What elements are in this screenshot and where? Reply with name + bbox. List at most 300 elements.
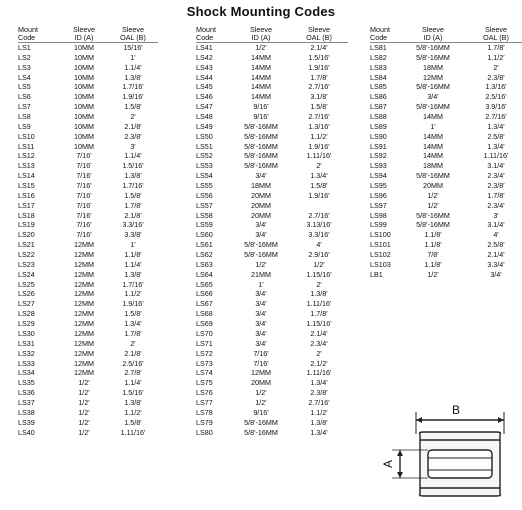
mount-code-cell: LS99 — [370, 220, 387, 230]
sleeve-id-cell: 10MM — [74, 131, 94, 141]
table-row — [18, 112, 158, 122]
sleeve-id-cell: 5/8'-16MM — [244, 250, 278, 260]
sleeve-oal-cell: 1.1/4' — [124, 62, 142, 72]
sleeve-oal-cell: 1.5/8' — [310, 181, 328, 191]
sleeve-oal-cell: 2.5/8' — [487, 131, 505, 141]
mount-code-cell: LS27 — [18, 299, 35, 309]
sleeve-oal-cell: 1.7/8' — [310, 309, 328, 319]
sleeve-id-cell: 20MM — [251, 378, 271, 388]
table-row — [18, 102, 158, 112]
table-row — [196, 270, 348, 280]
table-row — [370, 171, 522, 181]
sleeve-oal-cell: 1.3/8' — [310, 417, 328, 427]
sleeve-id-cell: 14MM — [251, 72, 271, 82]
mount-code-cell: LS4 — [18, 72, 31, 82]
sleeve-oal-cell: 3/4' — [490, 269, 502, 279]
table-row — [18, 191, 158, 201]
sleeve-id-cell: 1.1/8' — [424, 230, 442, 240]
mount-code-cell: LS72 — [196, 348, 213, 358]
sleeve-id-cell: 10MM — [74, 43, 94, 52]
mount-code-cell: LS8 — [18, 112, 31, 122]
sleeve-id-cell: 1.1/8' — [424, 240, 442, 250]
table-row — [18, 240, 158, 250]
sleeve-oal-cell: 4' — [493, 230, 499, 240]
sleeve-id-cell: 3/4' — [255, 299, 267, 309]
table-row — [196, 181, 348, 191]
table-row — [18, 171, 158, 181]
arrow-right-icon — [498, 417, 504, 423]
mount-code-cell: LS55 — [196, 181, 213, 191]
mount-code-cell: LS12 — [18, 151, 35, 161]
sleeve-id-cell: 14MM — [251, 92, 271, 102]
mount-code-cell: LS18 — [18, 210, 35, 220]
sleeve-oal-cell: 2.7/16' — [485, 112, 507, 122]
mount-code-cell: LS59 — [196, 220, 213, 230]
sleeve-id-cell: 21MM — [251, 269, 271, 279]
table-header — [196, 26, 348, 43]
sleeve-id-cell: 7/16' — [76, 161, 92, 171]
mount-code-cell: LS14 — [18, 171, 35, 181]
table-row — [196, 408, 348, 418]
table-row — [370, 82, 522, 92]
header-sleeve-id: Sleeve ID (A) — [250, 25, 272, 43]
sleeve-id-cell: 1/2' — [255, 397, 267, 407]
mount-code-cell: LS32 — [18, 348, 35, 358]
table-row — [370, 201, 522, 211]
table-row — [18, 220, 158, 230]
sleeve-oal-cell: 1.9/16' — [122, 299, 144, 309]
sleeve-oal-cell: 1.9/16' — [308, 141, 330, 151]
mount-code-cell: LS48 — [196, 112, 213, 122]
sleeve-id-cell: 5/8'-16MM — [416, 102, 450, 112]
table-row — [18, 368, 158, 378]
sleeve-oal-cell: 2.3/4' — [487, 171, 505, 181]
mount-code-cell: LS92 — [370, 151, 387, 161]
sleeve-oal-cell: 1.7/16' — [122, 82, 144, 92]
sleeve-id-cell: 5/8'-16MM — [244, 131, 278, 141]
table-row — [18, 201, 158, 211]
sleeve-id-cell: 3/4' — [255, 319, 267, 329]
sleeve-oal-cell: 1.1/4' — [124, 378, 142, 388]
sleeve-id-cell: 5/8'-16MM — [244, 427, 278, 437]
mount-code-cell: LS69 — [196, 319, 213, 329]
sleeve-oal-cell: 1.7/8' — [124, 328, 142, 338]
sleeve-id-cell: 5/8'-16MM — [244, 121, 278, 131]
mount-code-cell: LS15 — [18, 181, 35, 191]
mount-code-cell: LS42 — [196, 52, 213, 62]
table-row — [196, 63, 348, 73]
table-row — [370, 43, 522, 53]
table-row — [18, 270, 158, 280]
sleeve-oal-cell: 1.3/8' — [124, 269, 142, 279]
table-row — [196, 309, 348, 319]
table-row — [196, 53, 348, 63]
table-row — [196, 359, 348, 369]
sleeve-oal-cell: 2.7/16' — [308, 397, 330, 407]
sleeve-id-cell: 12MM — [74, 319, 94, 329]
sleeve-id-cell: 9/16' — [253, 407, 269, 417]
sleeve-oal-cell: 1.7/16' — [122, 181, 144, 191]
sleeve-oal-cell: 2.1/8' — [124, 210, 142, 220]
sleeve-id-cell: 10MM — [74, 82, 94, 92]
mount-code-cell: LS10 — [18, 131, 35, 141]
sleeve-id-cell: 1/2' — [78, 407, 90, 417]
mount-code-cell: LS63 — [196, 259, 213, 269]
mount-code-cell: LS75 — [196, 378, 213, 388]
sleeve-id-cell: 3/4' — [255, 328, 267, 338]
sleeve-id-cell: 12MM — [74, 348, 94, 358]
sleeve-oal-cell: 1.3/4' — [487, 141, 505, 151]
mount-code-cell: LS22 — [18, 250, 35, 260]
sleeve-id-cell: 3/4' — [427, 92, 439, 102]
sleeve-oal-cell: 1.3/8' — [310, 289, 328, 299]
mount-code-cell: LS25 — [18, 279, 35, 289]
table-row — [196, 161, 348, 171]
sleeve-id-cell: 14MM — [423, 141, 443, 151]
sleeve-oal-cell: 3.13/16' — [306, 220, 332, 230]
mount-code-cell: LS7 — [18, 102, 31, 112]
table-row — [370, 211, 522, 221]
table-row — [196, 368, 348, 378]
sleeve-oal-cell: 1.9/16' — [308, 190, 330, 200]
sleeve-oal-cell: 2.9/16' — [308, 250, 330, 260]
sleeve-id-cell: 20MM — [251, 210, 271, 220]
mount-code-cell: LS89 — [370, 121, 387, 131]
sleeve-oal-cell: 2.3/8' — [487, 72, 505, 82]
mount-code-cell: LS38 — [18, 407, 35, 417]
table-row — [196, 240, 348, 250]
mount-code-cell: LS77 — [196, 397, 213, 407]
label-b: B — [451, 403, 461, 417]
mount-code-cell: LS41 — [196, 43, 213, 52]
sleeve-oal-cell: 2' — [316, 279, 322, 289]
sleeve-oal-cell: 1.7/16' — [122, 279, 144, 289]
sleeve-id-cell: 5/8'-16MM — [244, 141, 278, 151]
table-row — [196, 339, 348, 349]
sleeve-oal-cell: 2.3/8' — [310, 388, 328, 398]
sleeve-oal-cell: 3' — [493, 210, 499, 220]
sleeve-oal-cell: 2' — [130, 338, 136, 348]
mount-code-cell: LS21 — [18, 240, 35, 250]
sleeve-id-cell: 10MM — [74, 52, 94, 62]
table-row — [18, 250, 158, 260]
sleeve-id-cell: 1/2' — [78, 427, 90, 437]
mount-code-cell: LS90 — [370, 131, 387, 141]
mount-code-cell: LS97 — [370, 200, 387, 210]
mount-code-cell: LS83 — [370, 62, 387, 72]
sleeve-oal-cell: 3.3/16' — [122, 220, 144, 230]
sleeve-oal-cell: 3.1/4' — [487, 161, 505, 171]
sleeve-oal-cell: 2' — [130, 112, 136, 122]
sleeve-id-cell: 20MM — [423, 181, 443, 191]
sleeve-oal-cell: 2.3/8' — [124, 131, 142, 141]
header-sleeve-id: Sleeve ID (A) — [73, 25, 95, 43]
mount-code-cell: LS78 — [196, 407, 213, 417]
sleeve-id-cell: 1/2' — [78, 397, 90, 407]
mount-code-cell: LS36 — [18, 388, 35, 398]
table-row — [18, 408, 158, 418]
sleeve-id-cell: 7/16' — [76, 190, 92, 200]
mount-code-cell: LS28 — [18, 309, 35, 319]
table-row — [196, 260, 348, 270]
table-row — [196, 43, 348, 53]
table-row — [18, 299, 158, 309]
mount-code-cell: LB1 — [370, 269, 383, 279]
header-sleeve-oal: Sleeve OAL (B) — [306, 25, 332, 43]
sleeve-id-cell: 7/16' — [253, 358, 269, 368]
sleeve-id-cell: 20MM — [251, 190, 271, 200]
sleeve-oal-cell: 3.3/8' — [124, 230, 142, 240]
mount-code-cell: LS35 — [18, 378, 35, 388]
table-column-3 — [370, 26, 522, 280]
sleeve-id-cell: 10MM — [74, 112, 94, 122]
mount-code-cell: LS44 — [196, 72, 213, 82]
table-row — [370, 112, 522, 122]
table-row — [196, 329, 348, 339]
sleeve-id-cell: 10MM — [74, 62, 94, 72]
table-row — [196, 82, 348, 92]
sleeve-id-cell: 1/2' — [255, 388, 267, 398]
table-row — [18, 260, 158, 270]
table-rows — [18, 43, 158, 437]
sleeve-oal-cell: 1.5/8' — [124, 102, 142, 112]
mount-code-cell: LS46 — [196, 92, 213, 102]
sleeve-oal-cell: 1.7/8' — [487, 190, 505, 200]
sleeve-oal-cell: 1.1/2' — [124, 289, 142, 299]
sleeve-oal-cell: 2' — [316, 348, 322, 358]
sleeve-id-cell: 18MM — [423, 62, 443, 72]
mount-code-cell: LS84 — [370, 72, 387, 82]
table-row — [18, 398, 158, 408]
sleeve-oal-cell: 3.9/16' — [485, 102, 507, 112]
sleeve-id-cell: 10MM — [74, 141, 94, 151]
sleeve-id-cell: 1/2' — [255, 259, 267, 269]
table-row — [196, 230, 348, 240]
sleeve-oal-cell: 1.9/16' — [122, 92, 144, 102]
table-row — [18, 181, 158, 191]
table-row — [196, 378, 348, 388]
mount-code-cell: LS62 — [196, 250, 213, 260]
sleeve-id-cell: 12MM — [74, 259, 94, 269]
table-row — [18, 349, 158, 359]
table-row — [18, 230, 158, 240]
mount-code-cell: LS93 — [370, 161, 387, 171]
mount-code-cell: LS16 — [18, 190, 35, 200]
sleeve-id-cell: 12MM — [74, 250, 94, 260]
sleeve-id-cell: 1/2' — [78, 388, 90, 398]
sleeve-oal-cell — [290, 201, 348, 211]
sleeve-id-cell: 20MM — [251, 200, 271, 210]
mount-code-cell: LS17 — [18, 200, 35, 210]
table-row — [370, 181, 522, 191]
mount-code-cell: LS3 — [18, 62, 31, 72]
mount-code-cell: LS43 — [196, 62, 213, 72]
sleeve-id-cell: 12MM — [74, 289, 94, 299]
mount-code-cell: LS52 — [196, 151, 213, 161]
sleeve-oal-cell: 1.5/8' — [124, 309, 142, 319]
sleeve-id-cell: 7/16' — [76, 200, 92, 210]
table-row — [370, 161, 522, 171]
table-row — [18, 339, 158, 349]
table-row — [370, 191, 522, 201]
sleeve-id-cell: 9/16' — [253, 112, 269, 122]
sleeve-id-cell: 1/2' — [427, 269, 439, 279]
sleeve-oal-cell: 2.3/4' — [487, 200, 505, 210]
sleeve-id-cell: 12MM — [74, 269, 94, 279]
sleeve-id-cell: 12MM — [74, 279, 94, 289]
table-row — [18, 319, 158, 329]
table-row — [370, 151, 522, 161]
mount-code-cell: LS39 — [18, 417, 35, 427]
mount-code-cell: LS45 — [196, 82, 213, 92]
sleeve-oal-cell: 2.7/8' — [124, 368, 142, 378]
sleeve-oal-cell: 1.15/16' — [306, 269, 332, 279]
mount-code-cell: LS76 — [196, 388, 213, 398]
sleeve-id-cell: 14MM — [251, 52, 271, 62]
table-row — [18, 53, 158, 63]
sleeve-oal-cell: 1.5/16' — [122, 161, 144, 171]
sleeve-id-cell: 1' — [430, 121, 436, 131]
mount-code-cell: LS88 — [370, 112, 387, 122]
mount-code-cell: LS96 — [370, 190, 387, 200]
mount-code-cell: LS29 — [18, 319, 35, 329]
table-row — [18, 289, 158, 299]
table-row — [370, 122, 522, 132]
sleeve-oal-cell: 1.1/2' — [310, 407, 328, 417]
table-row — [18, 388, 158, 398]
sleeve-oal-cell: 2' — [493, 62, 499, 72]
label-a: A — [381, 459, 395, 469]
sleeve-id-cell: 12MM — [74, 368, 94, 378]
mount-code-cell: LS73 — [196, 358, 213, 368]
mount-code-cell: LS80 — [196, 427, 213, 437]
sleeve-id-cell: 3/4' — [255, 309, 267, 319]
mount-code-cell: LS23 — [18, 259, 35, 269]
arrow-up-icon — [397, 450, 403, 456]
sleeve-oal-cell: 3.3/4' — [487, 259, 505, 269]
sleeve-oal-cell: 1/2' — [313, 259, 325, 269]
table-row — [18, 428, 158, 438]
table-row — [196, 102, 348, 112]
mount-code-cell: LS67 — [196, 299, 213, 309]
sleeve-oal-cell: 2.1/4' — [310, 43, 328, 52]
sleeve-id-cell: 7/16' — [76, 210, 92, 220]
mount-code-cell: LS51 — [196, 141, 213, 151]
mount-code-cell: LS65 — [196, 279, 213, 289]
sleeve-oal-cell: 1.7/8' — [310, 72, 328, 82]
table-column-1 — [18, 26, 158, 437]
mount-code-cell: LS86 — [370, 92, 387, 102]
mount-code-cell: LS102 — [370, 250, 391, 260]
table-row — [196, 280, 348, 290]
mount-code-cell: LS33 — [18, 358, 35, 368]
table-row — [196, 201, 348, 211]
table-row — [18, 151, 158, 161]
mount-code-cell: LS37 — [18, 397, 35, 407]
mount-code-cell: LS6 — [18, 92, 31, 102]
sleeve-oal-cell: 2.3/4' — [310, 338, 328, 348]
mount-code-cell: LS24 — [18, 269, 35, 279]
sleeve-id-cell: 12MM — [74, 358, 94, 368]
sleeve-id-cell: 18MM — [423, 161, 443, 171]
sleeve-oal-cell: 2' — [316, 161, 322, 171]
sleeve-id-cell: 5/8'-16MM — [416, 171, 450, 181]
sleeve-oal-cell: 1.1/8' — [124, 250, 142, 260]
mount-code-cell: LS64 — [196, 269, 213, 279]
table-row — [196, 418, 348, 428]
mount-code-cell: LS66 — [196, 289, 213, 299]
sleeve-id-cell: 7/16' — [76, 171, 92, 181]
sleeve-id-cell: 10MM — [74, 121, 94, 131]
mount-code-cell: LS58 — [196, 210, 213, 220]
table-row — [18, 142, 158, 152]
header-sleeve-id: Sleeve ID (A) — [422, 25, 444, 43]
sleeve-id-cell: 7/16' — [253, 348, 269, 358]
table-row — [370, 63, 522, 73]
mount-code-cell: LS95 — [370, 181, 387, 191]
table-header — [18, 26, 158, 43]
table-header — [370, 26, 522, 43]
sleeve-oal-cell: 1.3/8' — [124, 171, 142, 181]
table-rows — [196, 43, 348, 437]
mount-code-cell: LS87 — [370, 102, 387, 112]
sleeve-oal-cell: 2.5/8' — [487, 240, 505, 250]
table-row — [370, 260, 522, 270]
sleeve-id-cell: 5/8'-16MM — [416, 210, 450, 220]
sleeve-id-cell: 10MM — [74, 92, 94, 102]
table-row — [18, 378, 158, 388]
sleeve-oal-cell: 3' — [130, 141, 136, 151]
sleeve-id-cell: 1/2' — [427, 200, 439, 210]
table-row — [370, 240, 522, 250]
sleeve-id-cell: 14MM — [251, 62, 271, 72]
sleeve-oal-cell: 1.11/16' — [306, 151, 332, 161]
table-row — [18, 63, 158, 73]
mount-code-cell: LS100 — [370, 230, 391, 240]
table-row — [18, 161, 158, 171]
table-row — [18, 280, 158, 290]
sleeve-id-cell: 10MM — [74, 72, 94, 82]
mount-code-cell: LS19 — [18, 220, 35, 230]
sleeve-id-cell: 1/2' — [78, 378, 90, 388]
mount-code-cell: LS103 — [370, 259, 391, 269]
mount-code-cell: LS50 — [196, 131, 213, 141]
sleeve-inner — [428, 450, 492, 478]
table-row — [196, 191, 348, 201]
sleeve-id-cell: 7/16' — [76, 220, 92, 230]
sleeve-oal-cell: 1.3/4' — [487, 121, 505, 131]
sleeve-oal-cell: 1.7/8' — [124, 200, 142, 210]
sleeve-oal-cell: 1.3/4' — [310, 427, 328, 437]
sleeve-oal-cell: 1.1/2' — [310, 131, 328, 141]
header-sleeve-oal: Sleeve OAL (B) — [120, 25, 146, 43]
table-row — [196, 211, 348, 221]
mount-code-cell: LS79 — [196, 417, 213, 427]
table-row — [370, 230, 522, 240]
sleeve-oal-cell: 1.3/4' — [124, 319, 142, 329]
table-row — [18, 211, 158, 221]
table-row — [196, 299, 348, 309]
table-row — [18, 359, 158, 369]
sleeve-id-cell: 12MM — [251, 368, 271, 378]
sleeve-id-cell: 14MM — [423, 131, 443, 141]
sleeve-oal-cell: 1.5/8' — [124, 417, 142, 427]
sleeve-id-cell: 1.1/8' — [424, 259, 442, 269]
sleeve-oal-cell: 1.3/8' — [124, 72, 142, 82]
sleeve-id-cell: 3/4' — [255, 171, 267, 181]
sleeve-oal-cell: 4' — [316, 240, 322, 250]
sleeve-id-cell: 5/8'-16MM — [416, 220, 450, 230]
